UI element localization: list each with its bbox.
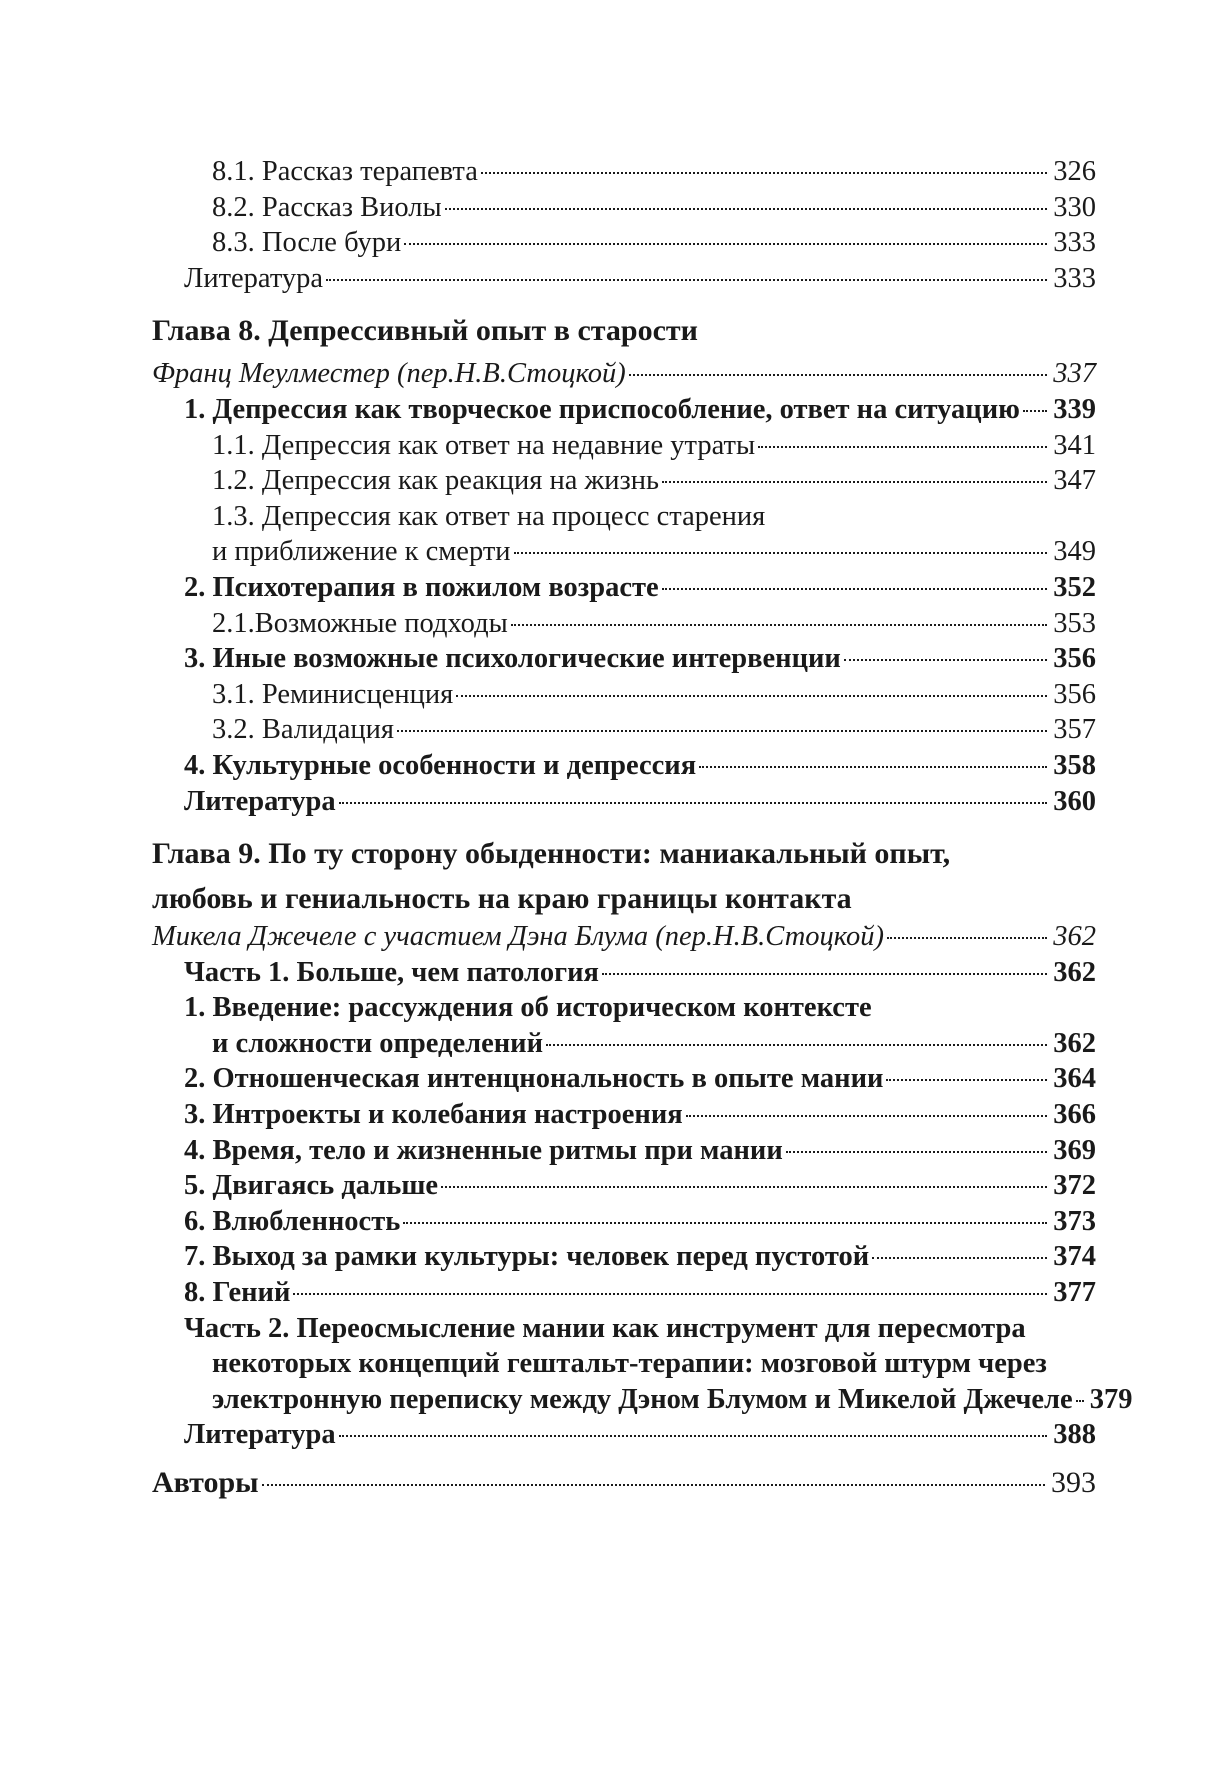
toc-page-number: 362	[1053, 1027, 1096, 1059]
toc-page-number: 333	[1053, 262, 1096, 294]
dot-leader	[511, 624, 1048, 626]
toc-page-number: 372	[1053, 1170, 1096, 1202]
toc-entry-title: 4. Время, тело и жизненные ритмы при мании	[184, 1134, 783, 1166]
dot-leader	[758, 446, 1047, 448]
toc-entry	[152, 641, 1096, 677]
toc-page-number: 337	[1053, 358, 1096, 390]
toc-entry-title: 3. Интроекты и колебания настроения	[184, 1099, 683, 1131]
dot-leader	[1076, 1400, 1084, 1402]
dot-leader	[844, 659, 1047, 661]
toc-page-number: 341	[1053, 429, 1096, 461]
toc-entry-title: Авторы	[152, 1466, 259, 1499]
dot-leader	[887, 937, 1047, 939]
toc-entry	[152, 261, 1096, 297]
toc-entry	[152, 1417, 1096, 1453]
toc-entry	[152, 1133, 1096, 1169]
toc-entry	[152, 154, 1096, 190]
dot-leader	[602, 973, 1047, 975]
toc-entry-title: Франц Меулместер (пер.Н.В.Стоцкой)	[152, 358, 626, 390]
toc-entry-title: 6. Влюбленность	[184, 1205, 401, 1237]
toc-page-number: 356	[1053, 678, 1096, 710]
toc-entry-title: 1. Депрессия как творческое приспособление, ответ на ситуацию	[184, 393, 1020, 425]
toc-entry	[152, 677, 1096, 713]
toc-page-number: 360	[1053, 785, 1096, 817]
dot-leader	[662, 588, 1048, 590]
dot-leader	[326, 279, 1047, 281]
toc-entry-author	[152, 919, 1096, 955]
toc-page-number: 369	[1053, 1134, 1096, 1166]
toc-entry	[152, 784, 1096, 820]
toc-entry-continued	[152, 990, 1096, 1026]
toc-entry-title: 1. Введение: рассуждения об историческом контексте	[184, 992, 872, 1024]
toc-entry-title: 2. Психотерапия в пожилом возрасте	[184, 571, 659, 603]
toc-entry-author	[152, 356, 1096, 392]
toc-entry-title: 5. Двигаясь дальше	[184, 1170, 439, 1202]
toc-entry	[152, 1061, 1096, 1097]
dot-leader	[404, 243, 1047, 245]
dot-leader	[1023, 410, 1047, 412]
toc-entry	[152, 1204, 1096, 1240]
toc-entry-title: 1.1. Депрессия как ответ на недавние утраты	[212, 429, 756, 461]
chapter-heading: Глава 8. Депрессивный опыт в старости	[152, 314, 698, 348]
toc-page-number: 330	[1053, 191, 1096, 223]
toc-entry-title: 8.2. Рассказ Виолы	[212, 191, 442, 223]
toc-page-number: 366	[1053, 1099, 1096, 1131]
toc-entry	[152, 712, 1096, 748]
toc-entry-continued	[152, 499, 1096, 535]
toc-entry	[152, 1097, 1096, 1133]
dot-leader	[886, 1079, 1047, 1081]
toc-page-number: 353	[1053, 607, 1096, 639]
toc-entry-title: 1.3. Депрессия как ответ на процесс старения	[212, 500, 766, 532]
dot-leader	[686, 1115, 1048, 1117]
dot-leader	[872, 1257, 1047, 1259]
toc-entry	[152, 534, 1096, 570]
toc-page-number: 356	[1053, 643, 1096, 675]
toc-page-number: 388	[1053, 1419, 1096, 1451]
toc-entry	[152, 1382, 1133, 1418]
toc-page-number: 333	[1053, 227, 1096, 259]
toc-entry-title: 3.1. Реминисценция	[212, 678, 454, 710]
dot-leader	[445, 208, 1048, 210]
toc-page-number: 364	[1053, 1063, 1096, 1095]
toc-entry-authors	[152, 1459, 1096, 1507]
toc-entry	[152, 748, 1096, 784]
toc-entry-title: 8.3. После бури	[212, 227, 402, 259]
toc-entry	[152, 1239, 1096, 1275]
toc-entry	[152, 1168, 1096, 1204]
toc-page-number: 357	[1053, 714, 1096, 746]
dot-leader	[441, 1186, 1047, 1188]
toc-page-number: 326	[1053, 156, 1096, 187]
table-of-contents	[152, 154, 1133, 1507]
dot-leader	[456, 695, 1047, 697]
toc-page-number: 362	[1053, 956, 1096, 988]
toc-entry	[152, 392, 1096, 428]
chapter-heading-continued: любовь и гениальность на краю границы контакта	[152, 882, 852, 916]
toc-page-number: 362	[1053, 921, 1096, 953]
toc-entry-title: Часть 1. Больше, чем патология	[184, 956, 599, 988]
toc-entry	[152, 463, 1096, 499]
toc-entry-title: 7. Выход за рамки культуры: человек перед пустотой	[184, 1241, 870, 1273]
dot-leader	[699, 766, 1047, 768]
dot-leader	[546, 1044, 1047, 1046]
toc-page-number: 379	[1089, 1383, 1133, 1415]
toc-entry-title: Литература	[184, 1419, 336, 1451]
toc-entry	[152, 225, 1096, 261]
dot-leader	[403, 1222, 1047, 1224]
toc-page-number: 393	[1051, 1466, 1096, 1499]
toc-entry-title: и приближение к смерти	[212, 536, 511, 568]
toc-entry-title: некоторых концепций гештальт-терапии: мозговой штурм через	[212, 1348, 1047, 1380]
chapter-heading: Глава 9. По ту сторону обыденности: маниакальный опыт,	[152, 837, 951, 871]
toc-entry-title: и сложности определений	[212, 1027, 544, 1059]
dot-leader	[397, 730, 1047, 732]
toc-entry-title: 1.2. Депрессия как реакция на жизнь	[212, 465, 659, 497]
toc-page-number: 347	[1053, 465, 1096, 497]
toc-entry	[152, 570, 1096, 606]
toc-entry-title: 4. Культурные особенности и депрессия	[184, 749, 697, 781]
toc-entry-title: электронную переписку между Дэном Блумом и Микелой Джечеле	[212, 1383, 1073, 1415]
toc-page-number: 377	[1053, 1277, 1096, 1309]
toc-entry-title: Литература	[184, 785, 336, 817]
toc-entry-title: 2. Отношенческая интенцнональность в опыте мании	[184, 1063, 884, 1095]
toc-entry	[152, 190, 1096, 226]
dot-leader	[293, 1293, 1047, 1295]
toc-entry-title: 3. Иные возможные психологические интервенции	[184, 643, 841, 675]
toc-page-number: 339	[1053, 393, 1096, 425]
toc-page-number: 352	[1053, 571, 1096, 603]
toc-entry-title: 8. Гений	[184, 1277, 291, 1309]
toc-entry-title: Литература	[184, 262, 324, 294]
toc-entry-title: 8.1. Рассказ терапевта	[212, 156, 478, 187]
dot-leader	[481, 172, 1047, 174]
toc-entry-title: 2.1.Возможные подходы	[212, 607, 508, 639]
toc-page-number: 358	[1053, 749, 1096, 781]
toc-entry	[152, 1275, 1096, 1311]
dot-leader	[662, 481, 1047, 483]
toc-entry	[152, 606, 1096, 642]
dot-leader	[262, 1484, 1045, 1486]
toc-entry-continued	[152, 1311, 1096, 1347]
toc-entry	[152, 428, 1096, 464]
toc-entry-continued	[152, 1346, 1096, 1382]
toc-page-number: 374	[1053, 1241, 1096, 1273]
dot-leader	[629, 374, 1048, 376]
toc-entry-title: 3.2. Валидация	[212, 714, 395, 746]
toc-entry	[152, 1026, 1096, 1062]
toc-entry-title: Часть 2. Переосмысление мании как инструмент для пересмотра	[184, 1312, 1026, 1344]
dot-leader	[786, 1151, 1048, 1153]
toc-page-number: 373	[1053, 1205, 1096, 1237]
dot-leader	[339, 802, 1048, 804]
toc-entry	[152, 955, 1096, 991]
dot-leader	[514, 552, 1048, 554]
dot-leader	[339, 1435, 1048, 1437]
toc-page-number: 349	[1053, 536, 1096, 568]
toc-entry-title: Микела Джечеле с участием Дэна Блума (пер.Н.В.Стоцкой)	[152, 921, 885, 953]
